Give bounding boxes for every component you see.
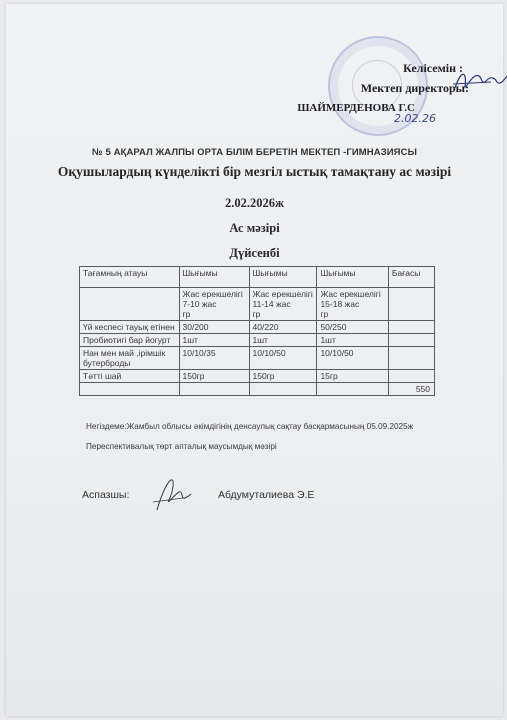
portion-15-18: 10/10/50 [317,347,388,370]
cook-signature [149,476,193,516]
age-group-cell [317,288,388,321]
age-group-cell [179,288,249,321]
portion-15-18: 15гр [317,370,388,383]
column-header: Шығымы [179,267,249,288]
perspective-note: Переспективалық төрт апталық маусымдық мәзірі [86,442,277,451]
column-header: Тағамның атауы [80,267,180,288]
document-title: Оқушылардың күнделікті бір мезгіл ыстық тамақтану ас мәзірі [57,164,452,179]
portion-11-14: 1шт [249,334,317,347]
approval-director-name: ШАЙМЕРДЕНОВА Г.С [297,102,415,114]
approval-agreed: Келісемін : [403,61,463,75]
table-cell [249,383,317,396]
column-header: Шығымы [317,267,388,288]
total-price: 550 [388,383,434,396]
total-row [80,383,435,396]
dish-name: Нан мен май ,ірімшік бутерброды [80,347,180,370]
portion-11-14: 40/220 [249,321,317,334]
dish-price [388,347,434,370]
menu-date: 2.02.2026ж [224,196,285,210]
dish-price [388,321,434,334]
menu-table [79,266,435,396]
weekday: Дүйсенбі [229,246,280,260]
portion-15-18: 1шт [317,334,388,347]
approval-director-label: Мектеп директоры: [360,81,469,95]
table-cell [388,288,434,321]
table-row [80,370,435,383]
portion-7-10: 30/200 [179,321,249,334]
dish-price [388,370,434,383]
table-row [80,347,435,370]
portion-15-18: 50/250 [317,321,388,334]
age-group-unit: гр [252,309,261,319]
table-cell [179,383,249,396]
director-signature [451,66,507,94]
portion-7-10: 10/10/35 [179,347,249,370]
table-row [80,321,435,334]
portion-7-10: 150гр [179,370,249,383]
table-cell [80,383,180,396]
age-group-label: Жас ерекшелігі [182,289,243,299]
age-group-label: Жас ерекшелігі [320,289,381,299]
column-header: Шығымы [249,267,317,288]
approval-handwritten-date: 2.02.26 [394,112,436,125]
age-group-range: 7-10 жас [182,299,217,309]
table-cell [317,383,388,396]
cook-name: Абдумуталиева Э.Е [218,489,315,501]
dish-price [388,334,434,347]
age-group-range: 11-14 жас [252,299,291,309]
school-name: № 5 АҚАРАЛ ЖАЛПЫ ОРТА БІЛІМ БЕРЕТІН МЕКТЕП -ГИМНАЗИЯСЫ [92,147,417,158]
column-header: Бағасы [388,267,434,288]
age-group-row [80,288,435,321]
cook-label: Аспазшы: [82,489,130,501]
dish-name: Тәтті шай [80,370,180,383]
dish-name: Пробиотигі бар йогурт [80,334,180,347]
portion-11-14: 150гр [249,370,317,383]
portion-11-14: 10/10/50 [249,347,317,370]
age-group-unit: гр [320,309,329,319]
age-group-range: 15-18 жас [320,299,360,309]
age-group-unit: гр [182,309,191,319]
table-header-row [80,267,435,288]
menu-label: Ас мәзірі [229,221,280,235]
basis-note: Негіздеме:Жамбыл облысы әкімдігінің денсаулық сақтау басқармасының 05.09.2025ж [86,422,414,431]
table-cell [80,288,180,321]
portion-7-10: 1шт [179,334,249,347]
dish-name: Үй кеспесі тауық етінен [80,321,180,334]
table-row [80,334,435,347]
age-group-label: Жас ерекшелігі [252,289,313,299]
approval-block [297,58,469,118]
age-group-cell [249,288,317,321]
document-page [6,4,503,716]
